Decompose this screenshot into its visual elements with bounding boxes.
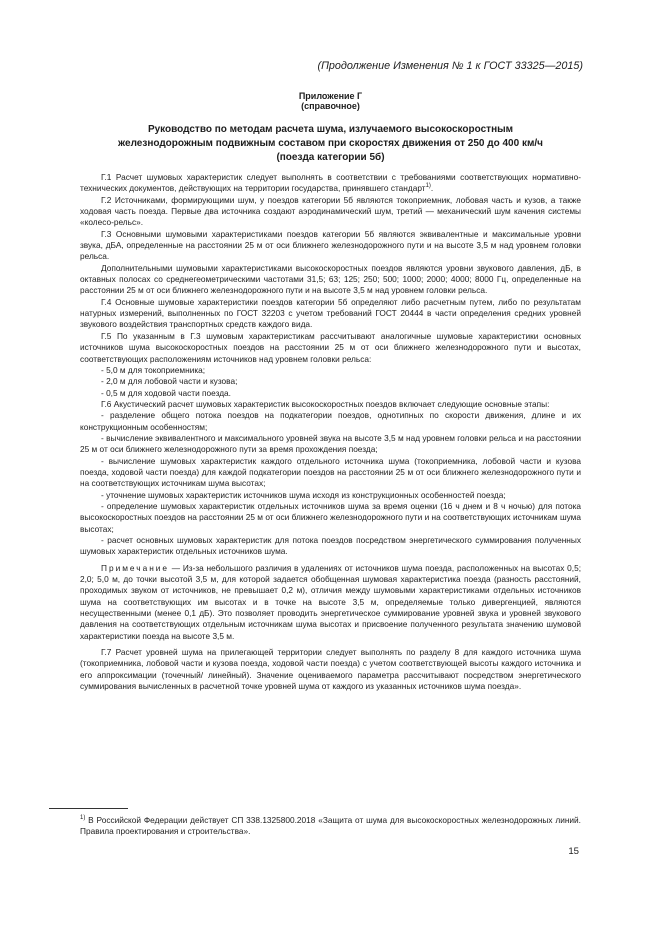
footnote-reference: 1) bbox=[425, 183, 431, 190]
heading-line-1: Руководство по методам расчета шума, излучаемого высокоскоростным bbox=[147, 124, 514, 135]
paragraph-g1-text: Г.1 Расчет шумовых характеристик следует выполнять в соответствии с требованиями соответствующих нормативно-технических документов, действующих на территории государства, принявшего стандарт bbox=[80, 172, 581, 194]
paragraph-g4: Г.4 Основные шумовые характеристики поездов категории 5б определяют либо расчетным путем, либо по результатам натурных измерений, выполненных по ГОСТ 32203 с учетом требований ГОСТ 20444 в части определения средних уровней звукового воздействия транспортных средств каждого вида. bbox=[80, 296, 581, 330]
header-note: (Продолжение Изменения № 1 к ГОСТ 33325—2015) bbox=[317, 60, 583, 72]
paragraph-g7: Г.7 Расчет уровней шума на прилегающей территории следует выполнять по разделу 8 для каждого источника шума (токоприемника, лобовой части и кузова поезда, ходовой части поезда) с учетом соответствующей высоты каждого источника и его аппроксимации (точечный/ линейный). Значение оцениваемого параметра рассчитывают посредством энергетического суммирования вычисленных в расчетной точке уровней шума от каждого из указанных источников шума поезда». bbox=[80, 647, 581, 692]
footnote bbox=[80, 815, 581, 838]
paragraph-g6: Г.6 Акустический расчет шумовых характеристик высокоскоростных поездов включает следующие основные этапы: bbox=[101, 398, 550, 409]
paragraph-g1 bbox=[80, 172, 581, 195]
paragraph-g3: Г.3 Основными шумовыми характеристиками поездов категории 5б являются эквивалентные и максимальные уровни звука, дБА, определенные на расстоянии 25 м от оси ближнего железнодорожного пути и на высоте 3,5 м над уровнем головки рельса. bbox=[80, 228, 581, 262]
paragraph-g5: Г.5 По указанным в Г.3 шумовым характеристикам рассчитывают аналогичные шумовые характеристики основных источников шума высокоскоростных поездов на расстоянии 25 м от оси ближнего железнодорожного пути и высотах, соответствующих расположениям источников над уровнем головки рельса: bbox=[80, 330, 581, 364]
list-item: - расчет основных шумовых характеристик для потока поездов посредством энергетического суммирования полученных шумовых характеристик отдельных источников шума. bbox=[80, 535, 581, 557]
annex-title: Приложение Г bbox=[298, 91, 363, 101]
footnote-text: В Российской Федерации действует СП 338.1325800.2018 «Защита от шума для высокоскоростных железнодорожных линий. Правила проектирования и строительства». bbox=[80, 815, 581, 837]
paragraph-g1-end: . bbox=[430, 183, 434, 194]
footnote-mark: 1) bbox=[80, 815, 86, 822]
page-number: 15 bbox=[568, 846, 579, 857]
note bbox=[80, 563, 581, 642]
annex-subtitle: (справочное) bbox=[301, 101, 360, 111]
heading-line-2: железнодорожным подвижным составом при скоростях движения от 250 до 400 км/ч bbox=[118, 138, 543, 149]
note-label: Примечание bbox=[101, 562, 170, 573]
heading-line-3: (поезда категории 5б) bbox=[276, 152, 385, 163]
paragraph-g2: Г.2 Источниками, формирующими шум, у поездов категории 5б являются токоприемник, лобовая часть и кузов, а также ходовая часть поезда. Первые два источника создают аэродинамический шум, третий — механический шум качения системы «колесо-рельс». bbox=[80, 194, 581, 228]
list-item: - уточнение шумовых характеристик источников шума исходя из конструкционных особенностей поезда; bbox=[101, 489, 506, 500]
list-item: - 2,0 м для лобовой части и кузова; bbox=[101, 376, 238, 387]
list-item: - вычисление эквивалентного и максимального уровней звука на высоте 3,5 м над уровнем головки рельса и на расстоянии 25 м от оси ближнего железнодорожного пути за время прохождения поезда; bbox=[80, 432, 581, 455]
note-text: — Из-за небольшого различия в удалениях от источников шума поезда, расположенных на высотах 0,5; 2,0; 5,0 м, до точки высотой 3,5 м, для которой задается обобщенная шумовая характеристика поезда (разность расстояний, проходимых звуком от источников, не превышает 0,2 м), отличия между шумовыми характеристиками отдельных источников шума на соответствующих им высотах и в точке на высоте 3,5 м, определяемые только дивергенцией, являются несущественными (менее 0,1 дБ). Это позволяет проводить энергетическое суммирование уровней звука и уровней звукового давления на соответствующих отдельным источникам шума высотах и присвоение полученного результата значению шумовой характеристики поезда на высоте 3,5 м. bbox=[80, 562, 581, 641]
list-item: - определение шумовых характеристик отдельных источников шума за время оценки (16 ч днем и 8 ч ночью) для потока высокоскоростных поездов на расстоянии 25 м от оси ближнего железнодорожного пути и на соответствующих источникам шума высотах; bbox=[80, 500, 581, 534]
list-item: - 0,5 м для ходовой части поезда. bbox=[101, 387, 231, 398]
footnote-separator bbox=[49, 808, 128, 809]
document-body bbox=[80, 172, 581, 692]
list-item: - разделение общего потока поездов на подкатегории поездов, однотипных по скорости движения, длине и их конструкционным особенностям; bbox=[80, 410, 581, 432]
list-item: - вычисление шумовых характеристик каждого отдельного источника шума (токоприемника, лобовой части и кузова поезда, ходовой части поезда) для каждой подкатегории поездов на расстоянии 25 м от оси ближнего железнодорожного пути и на соответствующих источникам шума высотах; bbox=[80, 455, 581, 489]
list-item: - 5,0 м для токоприемника; bbox=[101, 364, 206, 375]
paragraph-g3-additional: Дополнительными шумовыми характеристиками высокоскоростных поездов являются уровни звукового давления, дБ, в октавных полосах со среднегеометрическими частотами 31,5; 63; 125; 250; 500; 1000; 2000; 4000; 8000 Гц, определенные на расстоянии 25 м от оси ближнего железнодорожного пути и на высоте 3,5 м над уровнем головки рельса. bbox=[80, 262, 581, 296]
